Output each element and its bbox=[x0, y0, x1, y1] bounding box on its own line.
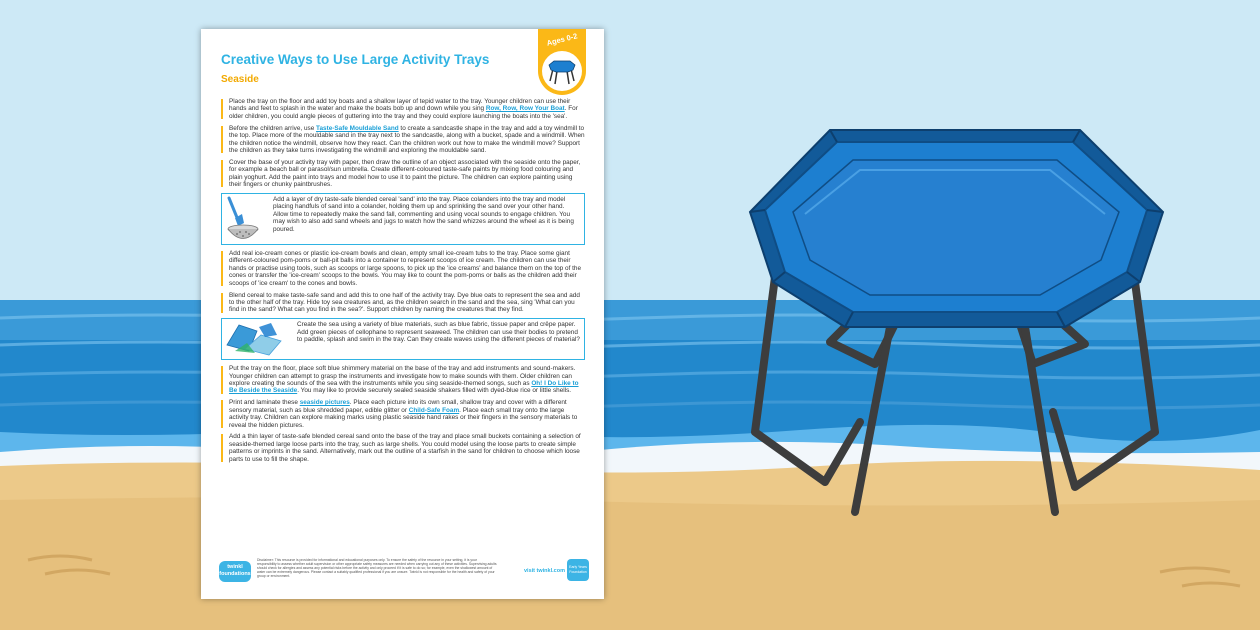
blue-fabric-illustration bbox=[225, 321, 285, 357]
link-seaside-pictures[interactable]: seaside pictures bbox=[299, 399, 350, 407]
paragraph-text: . For older children, you could angle pieces of guttering into the tray and they could explore launching the boats into the 'sea'. bbox=[229, 105, 578, 120]
paragraph-text: . You may like to provide securely sealed seaside shakers filled with dyed-blue rice or little shells. bbox=[297, 387, 572, 395]
paragraph-instruments bbox=[221, 365, 585, 395]
paragraph-blue-materials: Create the sea using a variety of blue materials, such as blue fabric, tissue paper and crêpe paper. Add green pieces of cellophane to represent seaweed. The children can use their bodies to pretend to paddle, splash and swim in the tray. Can they create waves using the different pieces of material? bbox=[297, 321, 580, 344]
paragraph-text: Before the children arrive, use bbox=[229, 124, 317, 132]
document-content bbox=[221, 98, 585, 468]
document-footer bbox=[219, 557, 589, 587]
paragraph-seaside-pictures bbox=[221, 399, 585, 429]
paragraph-text: Put the tray on the floor, place soft blue shimmery material on the base of the tray and add instruments and sound-makers. Younger children can attempt to grasp the instruments and investigate how to make sounds with them. Older children can explore creating the sounds of the sea with the instruments while you sing seaside-themed songs, such as bbox=[229, 365, 576, 388]
activity-guide-document bbox=[201, 29, 604, 599]
link-row-row-row-your-boat[interactable]: Row, Row, Row Your Boat bbox=[485, 105, 565, 113]
paragraph-boats bbox=[221, 98, 585, 120]
colander-spade-illustration bbox=[225, 196, 261, 242]
paragraph-mouldable-sand bbox=[221, 125, 585, 155]
foundation-seal: Early Years Foundation bbox=[567, 559, 589, 581]
paragraph-text: . Place each picture into its own small, shallow tray and cover with a different sensory material, such as blue shredded paper, edible glitter or bbox=[229, 399, 567, 414]
paragraph-text: Place the tray on the floor and add toy boats and a shallow layer of tepid water to the tray. Younger children can use their hands and feet to splash in the water and make the boats bob up and down while you sing bbox=[229, 98, 571, 113]
link-child-safe-foam[interactable]: Child-Safe Foam bbox=[408, 406, 460, 414]
paragraph-text: to create a sandcastle shape in the tray and add a toy windmill to the top. Place more of the mouldable sand in the tray next to the sandcastle, along with a bucket, spade and a windmill. When the children notice the windmill, observe how they react. Can the children work out how to make the windmill move? Support the children as they take turns investigating the windmill and exploring the mouldable sand. bbox=[229, 124, 585, 154]
link-taste-safe-mouldable-sand[interactable]: Taste-Safe Mouldable Sand bbox=[316, 124, 399, 132]
paragraph-cereal-sand: Add a layer of dry taste-safe blended cereal 'sand' into the tray. Place colanders into the tray and model placing handfuls of sand into a colander, holding them up and sprinkling the sand over your other hand. Allow time to repeatedly make the sand fall, commenting and using vocal sounds to engage children. You may wish to also add sand wheels and jugs to watch how the sand whizzes around the wheel as it is being poured. bbox=[273, 195, 574, 233]
link-beside-the-seaside[interactable]: Oh! I Do Like to Be Beside the Seaside bbox=[229, 380, 579, 395]
disclaimer-text: Disclaimer: This resource is provided for informational and educational purposes only. To ensure the safety of the resource in your setting, it is your responsibility to assess whether adult supervision or other appropriate safety measures are needed when carrying out any of these activities. Supervising adults should check for allergies and assess any potential risks before the activity and only proceed if it is safe to do so; for example, even the shallowest amount of water can be extremely dangerous. Please contact a suitably qualified professional if you are unsure. Twinkl is not responsible for the health and safety of your group or environment. bbox=[257, 558, 497, 579]
paragraph-sand-and-sea: Blend cereal to make taste-safe sand and add this to one half of the activity tray. Dye blue oats to represent the sea and add to the other half of the tray. Hide toy sea creatures and, as the children search in the sand and the sea, sing 'What can you find in the sand? What can you find in the sea?'. Support children by naming the creatures that they find. bbox=[221, 292, 585, 314]
activity-tray-illustration bbox=[735, 112, 1175, 517]
paragraph-text: Print and laminate these bbox=[229, 399, 300, 407]
paragraph-painting: Cover the base of your activity tray with paper, then draw the outline of an object associated with the seaside onto the paper, for example a beach ball or parasol/sun umbrella. Create different-coloured taste-safe paints by mixing food colouring and plain yoghurt. Add the paint into trays and model how to use it to paint the picture. The children can explore painting using their fingers or chunky paintbrushes. bbox=[221, 159, 585, 189]
tray-body bbox=[750, 130, 1163, 327]
age-badge-label: Ages 0-2 bbox=[545, 31, 579, 48]
paragraph-text: . Place each small tray onto the large activity tray. Children can explore making marks using plastic seaside hand rakes or their fingers in the sensory materials to reveal the hidden pictures. bbox=[229, 406, 578, 429]
badge-circle bbox=[542, 51, 582, 91]
age-badge bbox=[538, 29, 586, 95]
paragraph-ice-cream: Add real ice-cream cones or plastic ice-cream bowls and clean, empty small ice-cream tubs to the tray. Place some giant different-coloured pom-poms or ball-pit balls into a container to represent scoops of ice cream. The children can use their hands or practise using tools, such as scoops or large spoons, to pick up the 'ice creams' and balance them on the top of the cones or transfer the 'ice-cream' scoops to the bowls. You may like to count the pom-poms or balls as the children add their scoops of 'ice cream' to the cones and bowls. bbox=[221, 250, 585, 287]
document-subtitle: Seaside bbox=[221, 74, 259, 85]
twinkl-foundations-logo: twinkl foundations bbox=[219, 561, 251, 582]
tray-badge-icon bbox=[547, 59, 577, 85]
paragraph-loose-parts: Add a thin layer of taste-safe blended cereal sand onto the base of the tray and place small buckets containing a selection of seaside-themed large loose parts into the tray, such as large shells. You could model using the loose parts to create simple patterns or imprints in the sand. Alternatively, mark out the outline of a starfish in the sand for children to choose which loose parts to use to fill the shape. bbox=[221, 433, 585, 463]
website-link[interactable]: visit twinkl.com bbox=[524, 568, 565, 574]
boxed-activity-sea bbox=[221, 318, 585, 360]
document-title: Creative Ways to Use Large Activity Trays bbox=[221, 52, 490, 67]
boxed-activity-sand bbox=[221, 193, 585, 245]
